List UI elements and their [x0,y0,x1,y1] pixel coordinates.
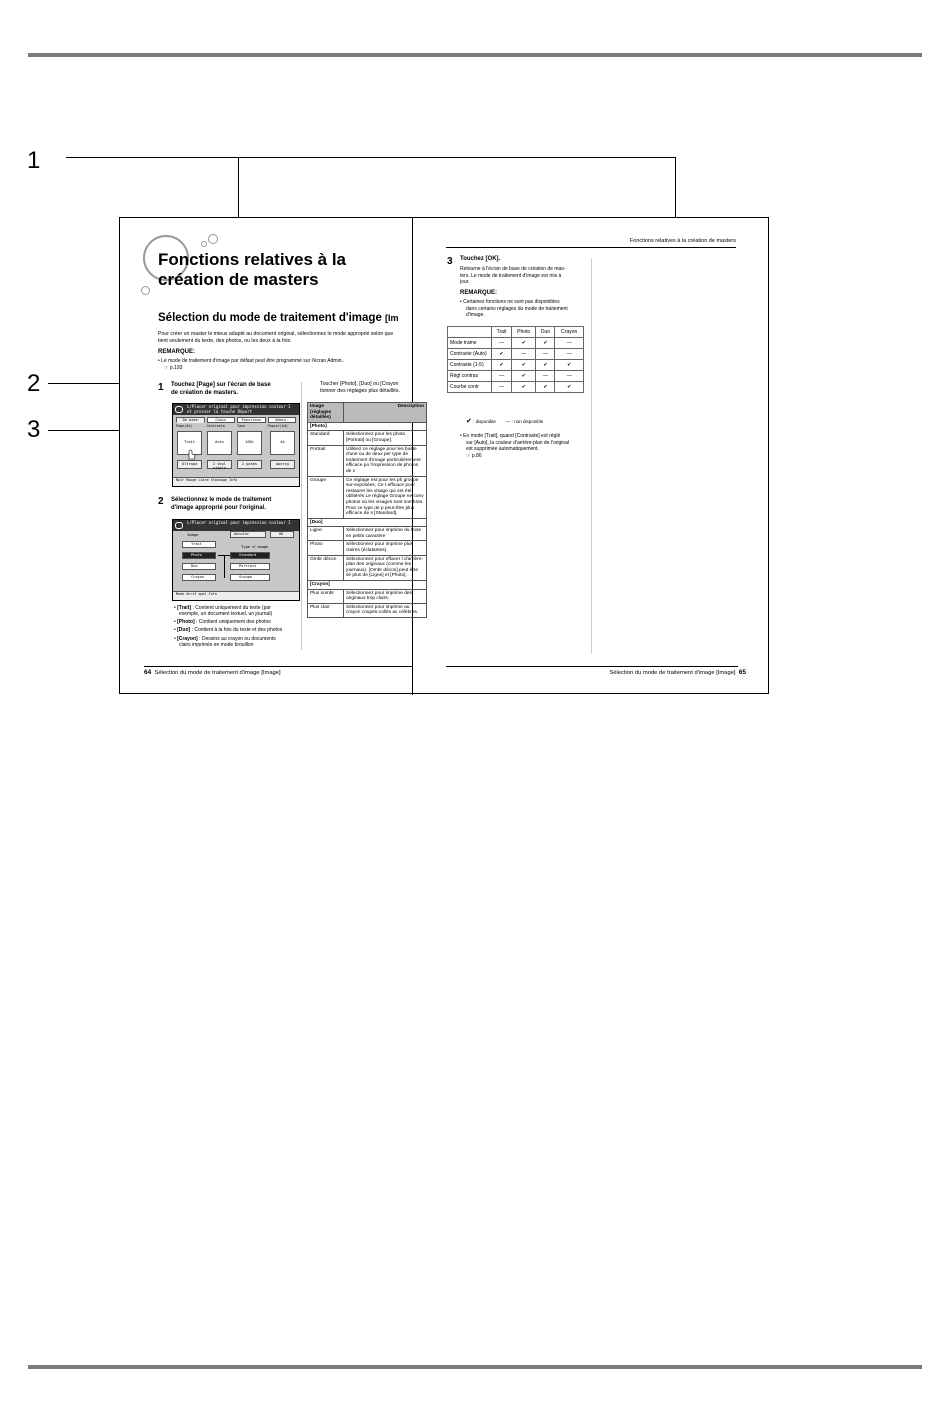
paper-button[interactable]: A4 [270,431,295,455]
cancel-button[interactable]: Annuler [230,531,266,538]
table-group: [Crayon] [308,581,427,590]
step-1-number: 1 [158,382,164,393]
printer-status-icon [175,522,183,529]
right-page [413,218,769,695]
left-page [120,218,424,695]
mode-photo-button[interactable]: Photo [182,552,216,559]
right-footer: Sélection du mode de traitement d'image [Image] 65 [609,669,746,676]
screen-basic-tabs [176,417,296,423]
table-row: Ombr décon Sélectionnez pour effacer l d'arrière-plan des originaux (comme les journaux). [Ombr décon] peut être sé plus de [Ligne] et [Photo]. [308,555,427,580]
type-standard-button[interactable]: Standard [230,552,270,559]
remark-label-right: REMARQUE: [460,290,497,296]
ultrapa-button[interactable]: Ultrapa [177,460,202,469]
screen-image-mode [172,519,300,601]
trait-auto-note: • En mode [Trait], quand [Contraste] est réglé sur [Auto], la couleur d'arrière-plan de l'original est supprimée automatiquement. ☞ p.86 [460,433,570,459]
table-head-description: Description [344,403,427,423]
running-head: Fonctions relatives à la création de masters [629,238,736,244]
section-title: Sélection du mode de traitement d'image [Im [158,312,399,324]
check-icon: ✔ [466,418,472,425]
running-head-rule [446,247,736,248]
screen-image-footer: Mode écrit quel Info [173,591,299,600]
remark-label: REMARQUE: [158,349,195,355]
table-row: Contraste (Auto) ✔ — — — [448,349,584,360]
tab-admin[interactable]: Admin. [268,417,297,423]
preview-button[interactable]: Aperçu [270,460,295,469]
table-row: Photo Sélectionnez pour imprime plus claires (éclatantes). [308,541,427,555]
top-rule [28,53,922,57]
step-3-title: Touchez [OK]. [460,256,501,262]
table-row: Standard Sélectionnez pour les photo [Portrait] ou [Groupe]. [308,431,427,445]
right-footer-rule [446,666,738,667]
screen-basic-footer: Noir Rouge Libre Stockage Info [173,477,299,486]
table-header-row: Trait Photo Duo Crayon [448,327,584,338]
table-group: [Duo] [308,518,427,527]
step-2-text: Sélectionnez le mode de traitement d'image approprié pour l'original. [171,497,272,511]
step-3-text: Retourne à l'écran de base de création de mas- ters. Le mode de traitement d'image est mis à jour. [460,266,566,285]
two-up-button[interactable]: 2 poses [237,460,262,469]
ratio-button[interactable]: 100% [237,431,262,455]
bullet-photo: • [Photo] : Contient uniquement des photos [174,619,271,625]
table-row: Contraste (1-5) ✔ ✔ ✔ ✔ [448,360,584,371]
table-row: Régl contras — ✔ — — [448,371,584,382]
mode-duo-button[interactable]: Duo [182,563,216,570]
table-row: Courbe contr — ✔ ✔ ✔ [448,382,584,393]
step-2-number: 2 [158,496,164,507]
callout-1-line [66,157,676,158]
bullet-trait: • [Trait] : Contient uniquement du texte (par exemple, un document textuel, un journal) [174,605,273,618]
remark-note-right: • Certaines fonctions ne sont pas disponibles dans certains réglages du mode de traitement d'image. [460,299,568,318]
table-row: Ligne Sélectionnez pour imprime du texte en petits caractère [308,527,427,541]
mode-crayon-button[interactable]: Crayon [182,574,216,581]
step-1-text: Touchez [Page] sur l'écran de base de création de masters. [171,382,271,396]
table-head-image: Image (réglages détaillés) [308,403,344,423]
table-row: Portrait Utilisez ce réglage pour les buste d'une ou de deux per type de traitement d'image particulièrement efficace po l'impression de photos de v [308,445,427,476]
hand-pointer-icon [186,448,196,460]
callout-3: 3 [27,416,41,443]
screen-basic-header: L/Placer original pour impression couleur I et presser la touche Départ [173,404,299,415]
tab-choix[interactable]: Choix [207,417,236,423]
left-footer-rule [144,666,412,667]
table-row: Mode trame — ✔ ✔ — [448,338,584,349]
table-row: Plus clair Sélectionnez pour imprime au crayon coupés-collés av célèbres. [308,603,427,617]
bullet-crayon: • [Crayon] : Dessins au crayon ou documents clairs imprimés en mode brouillon [174,636,276,649]
bullet-duo: • [Duo] : Contient à la fois du texte et des photos [174,627,283,633]
column-separator [301,382,302,650]
connector-line-vertical [224,555,225,578]
page-number-65: 65 [738,669,746,676]
type-groupe-button[interactable]: Groupe [230,574,270,581]
contrast-button[interactable]: Auto [207,431,232,455]
tab-fonctions[interactable]: Fonctions [237,417,266,423]
image-settings-table [307,402,427,618]
manual-spread [119,217,769,694]
remark-note: • Le mode de traitement d'image par défaut peut être programmé sur l'écran Admin.. ☞ p.193 [158,358,345,371]
mode-trait-button[interactable]: Trait [182,541,216,548]
table-intro: Toucher [Photo], [Duo] ou [Crayon tionner des réglages plus détaillés. [320,381,400,394]
legend: ✔ : disponible — : non disponible [466,418,544,425]
left-footer: 64 Sélection du mode de traitement d'image [Image] [144,669,281,676]
tab-de-base[interactable]: De base [176,417,205,423]
screen-image-header: L/Placer original pour impression couleur I [173,520,299,531]
image-screen-title: Image [187,532,199,537]
table-row: Groupe Ce réglage est pour les ph groupe sur-exposées. Ce t efficace pour restaurer les visage qui ont été oblitérés Le réglage Groupe ne conv photos où les visages sont sombres. Pour ce type de p peut-être plus efficace de s [Standard]. [308,476,427,518]
page-title: Fonctions relatives à la création de masters [158,250,347,289]
page-mode-button[interactable]: Trait [177,431,202,455]
printer-status-icon [175,406,183,413]
image-type-label: Type d'image [241,544,269,549]
availability-table [447,326,584,393]
callout-1: 1 [27,147,41,174]
table-group: [Photo] [308,422,427,431]
screen-basic [172,403,300,487]
callout-2: 2 [27,370,41,397]
ok-button[interactable]: OK [270,531,294,538]
step-3-number: 3 [447,256,453,267]
single-button[interactable]: 2 seul simple [207,460,232,469]
page-number-64: 64 [144,669,152,676]
type-portrait-button[interactable]: Portrait [230,563,270,570]
bottom-rule [28,1365,922,1369]
screen-basic-labels: Page(A4) Contraste Taux Papier(A4) [176,424,288,428]
intro-text: Pour créer un master le mieux adapté au document original, sélectionnez le mode approprié selon que tient seulement du texte, des photos, ou les deux à la fois. [158,331,394,344]
table-row: Plus sombr Sélectionnez pour imprime des originaux trop clairs. [308,589,427,603]
